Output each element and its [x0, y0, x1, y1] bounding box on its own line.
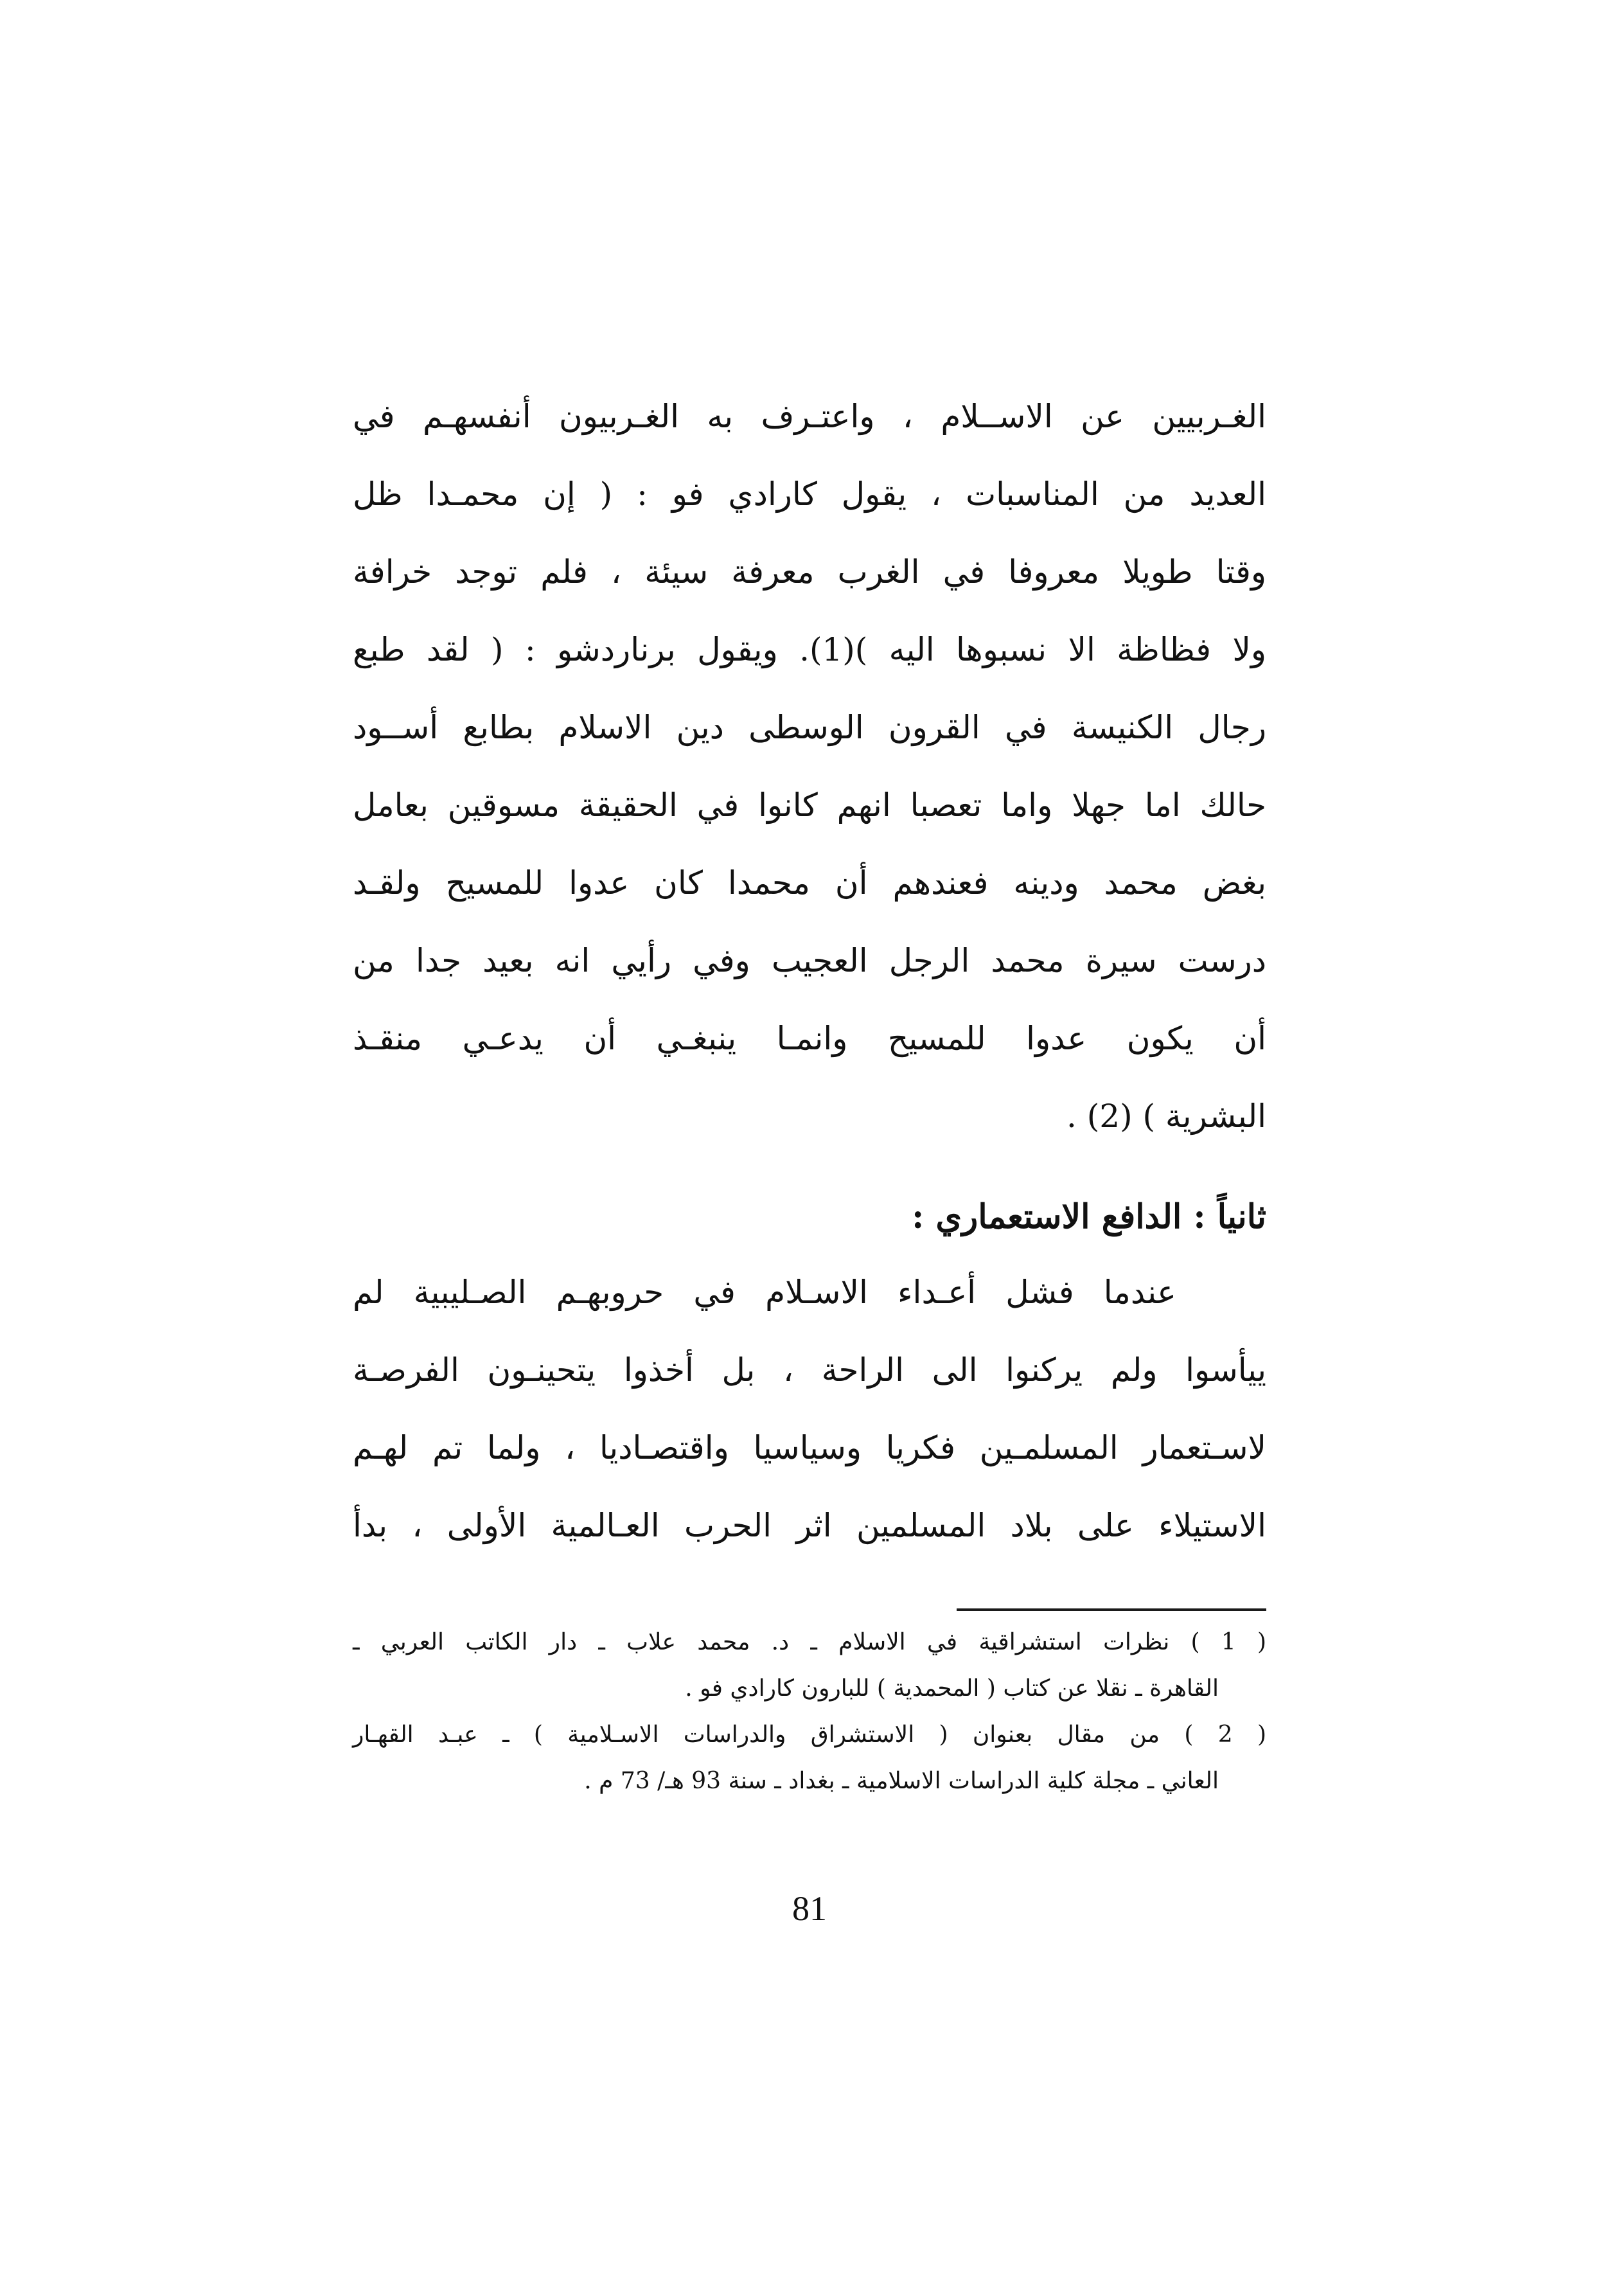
body-line: رجال الكنيسة في القرون الوسطى دين الاسلام بطابع أســود	[353, 709, 1266, 746]
body-line: بغض محمد ودينه فعندهم أن محمدا كان عدوا للمسيح ولقـد	[353, 864, 1266, 902]
section-line: لاسـتعمار المسلمـين فكريا وسياسيا واقتصـاديا ، ولما تم لهـم	[353, 1429, 1266, 1466]
section-line: ييأسوا ولم يركنوا الى الراحة ، بل أخذوا يتحينـون الفرصـة	[353, 1351, 1266, 1389]
body-line: درست سيرة محمد الرجل العجيب وفي رأيي انه بعيد جدا من	[353, 942, 1266, 979]
body-line: أن يكون عدوا للمسيح وانمـا ينبغـي أن يدعـي منقـذ	[353, 1020, 1266, 1057]
section-heading: ثانياً : الدافع الاستعماري :	[912, 1197, 1266, 1236]
footnote-divider	[957, 1608, 1266, 1611]
section-line: عندما فشل أعـداء الاسـلام في حروبهـم الصـليبية لم	[353, 1274, 1176, 1311]
footnote-1-continuation: القاهرة ـ نقلا عن كتاب ( المحمدية ) للبارون كارادي فو .	[685, 1675, 1219, 1702]
footnote-2-continuation: العاني ـ مجلة كلية الدراسات الاسلامية ـ بغداد ـ سنة 93 هـ/ 73 م .	[584, 1768, 1219, 1794]
footnotes	[353, 1619, 1266, 1804]
body-paragraph	[353, 378, 1266, 1155]
section-line: الاستيلاء على بلاد المسلمين اثر الحرب العـالمية الأولى ، بدأ	[353, 1507, 1266, 1544]
body-line: البشرية ) (2) .	[1066, 1098, 1266, 1135]
footnote-2: ( 2 ) من مقال بعنوان ( الاستشراق والدراسات الاسـلامية ) ـ عبـد القهـار	[353, 1722, 1266, 1748]
body-line: العديد من المناسبات ، يقول كارادي فو : ( إن محمـدا ظل	[353, 476, 1266, 513]
section-paragraph	[353, 1254, 1266, 1565]
body-line: الغـربيين عن الاســلام ، واعتـرف به الغـربيون أنفسهـم في	[353, 398, 1266, 435]
page-number: 81	[792, 1889, 827, 1928]
body-line: ولا فظاظة الا نسبوها اليه )(1). ويقول برناردشو : ( لقد طبع	[353, 631, 1266, 668]
body-line: حالك اما جهلا واما تعصبا انهم كانوا في الحقيقة مسوقين بعامل	[353, 787, 1266, 824]
body-line: وقتا طويلا معروفا في الغرب معرفة سيئة ، فلم توجد خرافة	[353, 553, 1266, 591]
footnote-1: ( 1 ) نظرات استشراقية في الاسلام ـ د. محمد علاب ـ دار الكاتب العربي ـ	[353, 1629, 1266, 1655]
